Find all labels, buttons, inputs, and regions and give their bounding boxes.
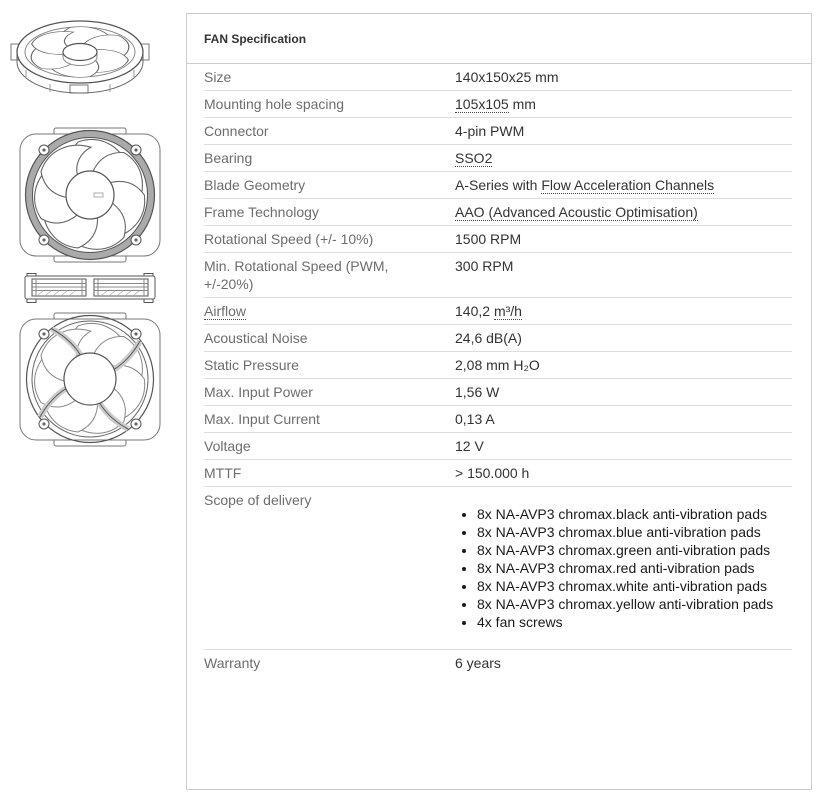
spec-value xyxy=(455,149,792,167)
product-image-gallery xyxy=(0,0,183,796)
spec-value: 6 years xyxy=(455,655,501,671)
spec-label: Voltage xyxy=(204,438,251,454)
spec-row-connector xyxy=(204,118,792,145)
spec-value: 12 V xyxy=(455,438,484,454)
fan-specification-card xyxy=(186,13,812,790)
spec-label: Rotational Speed (+/- 10%) xyxy=(204,231,374,247)
spec-value xyxy=(455,491,792,645)
fan-side-thumbnail[interactable] xyxy=(24,273,156,303)
tooltip-link[interactable]: Airflow xyxy=(204,303,247,319)
delivery-list xyxy=(455,505,792,631)
delivery-item: • 8x NA-AVP3 chromax.red anti-vibration pads xyxy=(477,559,792,577)
spec-value: > 150.000 h xyxy=(455,465,530,481)
tooltip-link[interactable]: Flow Acceleration Channels xyxy=(541,177,715,193)
fan-isometric-thumbnail[interactable] xyxy=(10,12,150,102)
spec-table xyxy=(204,64,792,676)
spec-value: 4-pin PWM xyxy=(455,123,525,139)
spec-value: 300 RPM xyxy=(455,258,514,274)
delivery-item: • 8x NA-AVP3 chromax.blue anti-vibration pads xyxy=(477,523,792,541)
spec-value xyxy=(455,203,792,221)
fan-rear-thumbnail[interactable] xyxy=(17,311,163,448)
spec-value: 1500 RPM xyxy=(455,231,522,247)
spec-row-static-pressure xyxy=(204,352,792,379)
spec-label: Static Pressure xyxy=(204,357,299,373)
spec-row-max-input-current xyxy=(204,406,792,433)
spec-value: 0,13 A xyxy=(455,411,495,427)
spec-row-bearing xyxy=(204,145,792,172)
delivery-item: • 8x NA-AVP3 chromax.white anti-vibration pads xyxy=(477,577,792,595)
spec-value: 140,2 m³/h xyxy=(455,303,522,319)
spec-row-voltage xyxy=(204,433,792,460)
spec-value: 1,56 W xyxy=(455,384,500,400)
fan-side-image-icon xyxy=(24,273,156,303)
spec-label: Min. Rotational Speed (PWM, +/-20%) xyxy=(204,258,389,292)
spec-label: Blade Geometry xyxy=(204,177,306,193)
tooltip-link[interactable]: 105x105 xyxy=(455,96,509,112)
spec-label: Acoustical Noise xyxy=(204,330,308,346)
spec-row-scope-of-delivery xyxy=(204,487,792,650)
delivery-item: • 8x NA-AVP3 chromax.black anti-vibration pads xyxy=(477,505,792,523)
spec-row-min-rotational-speed xyxy=(204,253,792,298)
spec-label: Warranty xyxy=(204,655,261,671)
fan-rear-image-icon xyxy=(17,311,163,448)
spec-label xyxy=(204,302,455,320)
spec-label: Frame Technology xyxy=(204,204,319,220)
delivery-item: • 4x fan screws xyxy=(477,613,792,631)
tooltip-link[interactable]: m³/h xyxy=(493,303,522,319)
delivery-item: • 8x NA-AVP3 chromax.green anti-vibration pads xyxy=(477,541,792,559)
spec-label: MTTF xyxy=(204,465,242,481)
tooltip-link[interactable]: SSO2 xyxy=(455,150,493,166)
spec-label: Scope of delivery xyxy=(204,492,312,508)
spec-label: Max. Input Power xyxy=(204,384,313,400)
fan-isometric-image-icon xyxy=(10,12,150,102)
spec-label: Mounting hole spacing xyxy=(204,96,345,112)
tooltip-link[interactable]: AAO (Advanced Acoustic Optimisation) xyxy=(455,204,698,220)
spec-row-max-input-power xyxy=(204,379,792,406)
spec-row-rotational-speed xyxy=(204,226,792,253)
spec-row-warranty xyxy=(204,650,792,676)
spec-label: Bearing xyxy=(204,150,253,166)
spec-value: A-Series with Flow Acceleration Channels xyxy=(455,177,715,193)
spec-value: 105x105 mm xyxy=(455,96,536,112)
spec-row-airflow xyxy=(204,298,792,325)
spec-row-blade-geometry xyxy=(204,172,792,199)
spec-value: 24,6 dB(A) xyxy=(455,330,522,346)
spec-label: Max. Input Current xyxy=(204,411,320,427)
spec-row-frame-technology xyxy=(204,199,792,226)
spec-row-acoustical-noise xyxy=(204,325,792,352)
spec-value: 140x150x25 mm xyxy=(455,69,559,85)
fan-front-thumbnail[interactable] xyxy=(18,126,162,264)
spec-row-size xyxy=(204,64,792,91)
fan-front-image-icon xyxy=(18,126,162,264)
spec-label: Connector xyxy=(204,123,269,139)
spec-row-mounting-hole-spacing xyxy=(204,91,792,118)
spec-card-title: FAN Specification xyxy=(187,14,811,64)
spec-label: Size xyxy=(204,69,232,85)
delivery-item: • 8x NA-AVP3 chromax.yellow anti-vibration pads xyxy=(477,595,792,613)
spec-row-mttf xyxy=(204,460,792,487)
spec-value: 2,08 mm H₂O xyxy=(455,357,540,373)
